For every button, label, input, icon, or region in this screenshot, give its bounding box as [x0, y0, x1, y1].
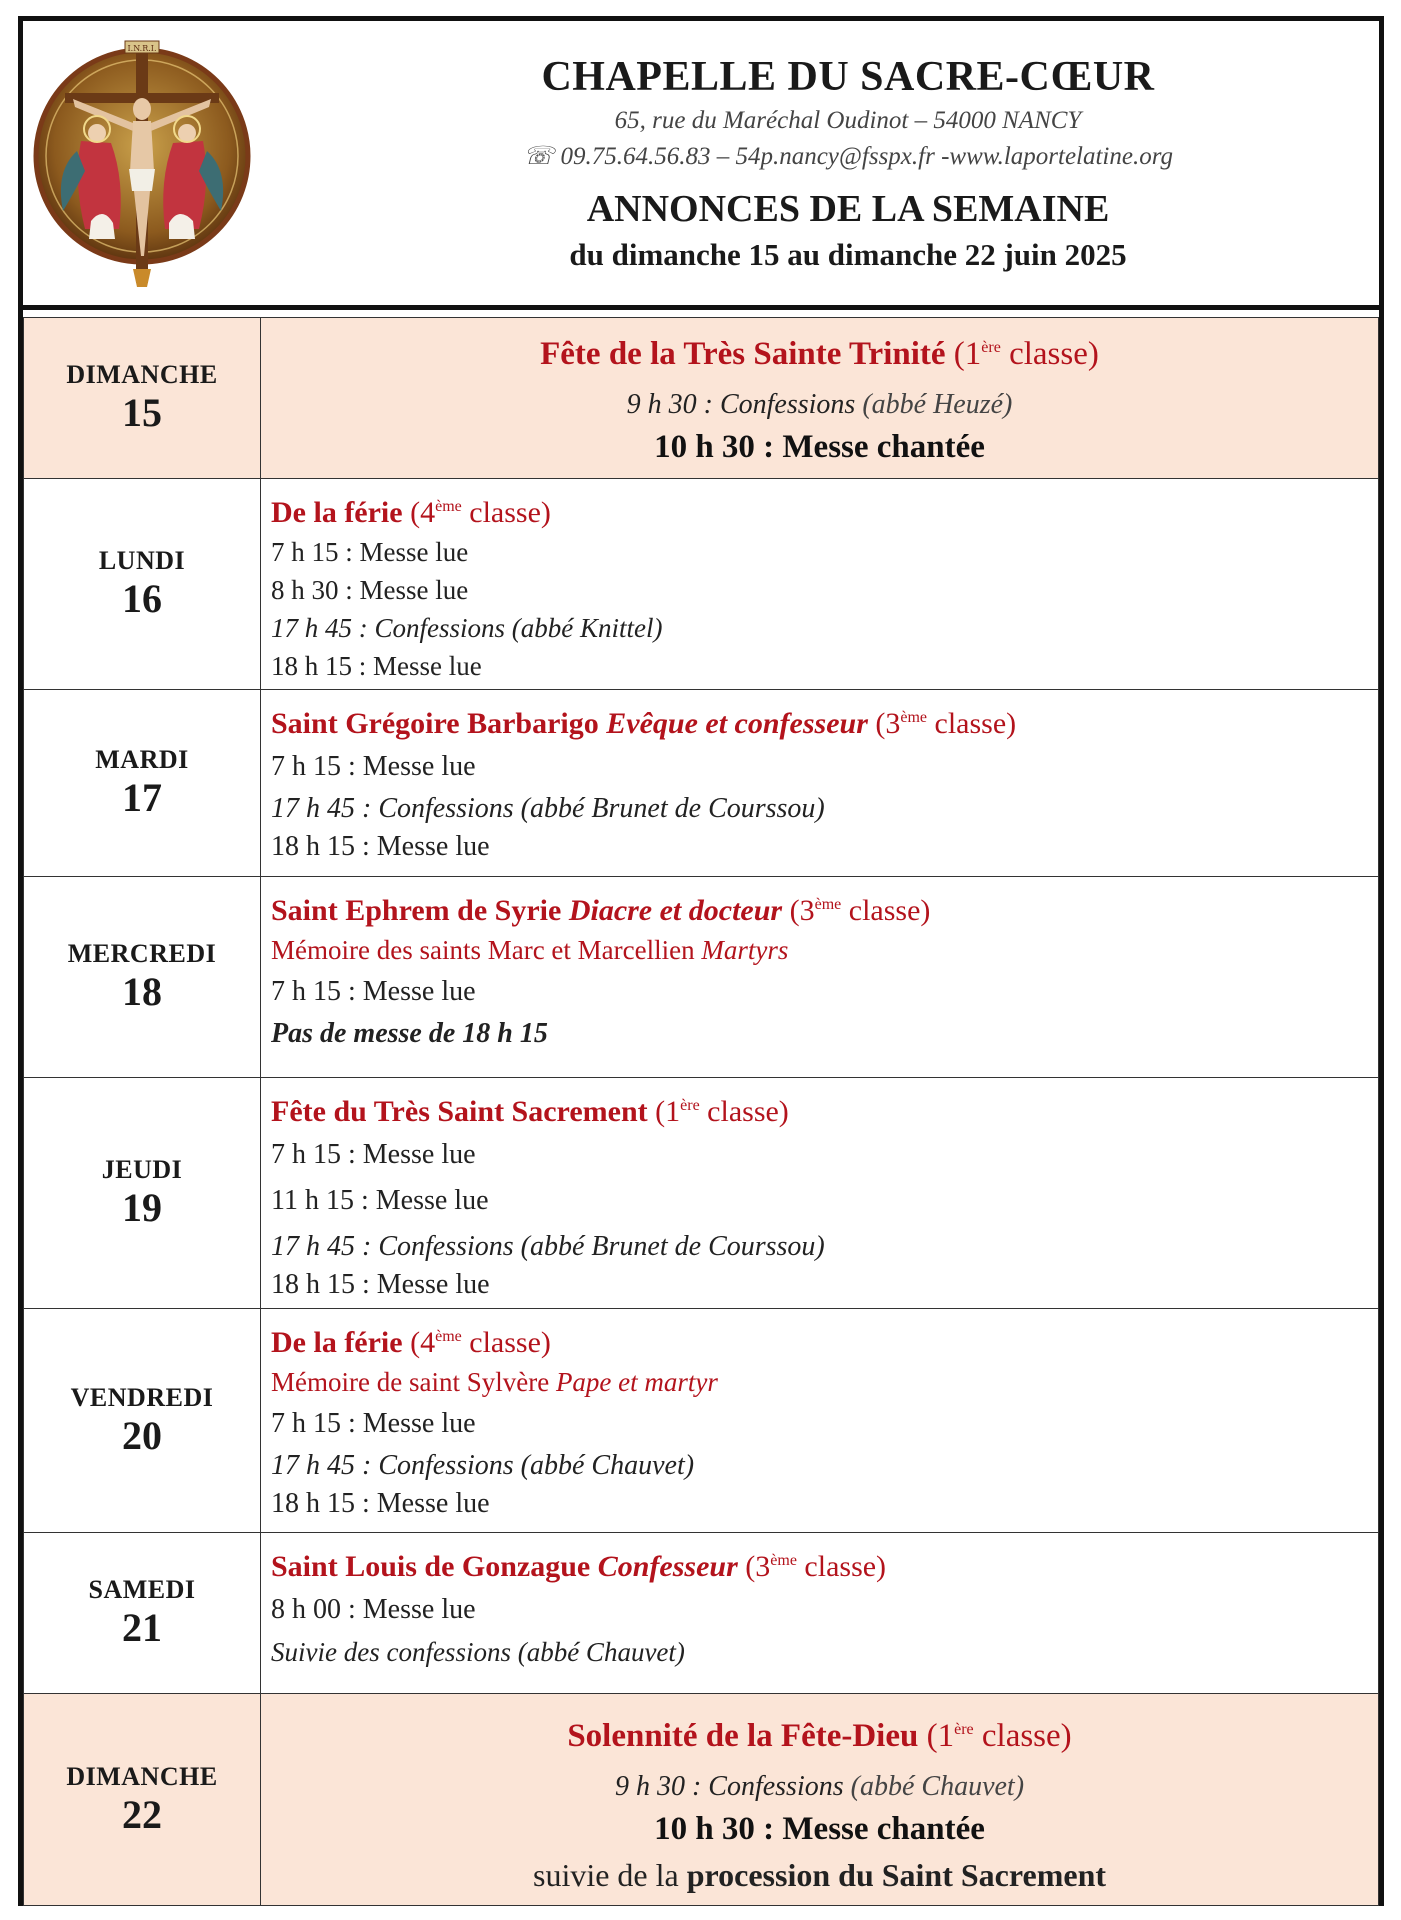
schedule-line: 18 h 15 : Messe lue [271, 1488, 490, 1519]
day-number: 22 [122, 1791, 162, 1837]
week-dates: du dimanche 15 au dimanche 22 juin 2025 [569, 237, 1127, 272]
schedule-table [23, 317, 1379, 1906]
feast-title: Saint Louis de Gonzague Confesseur (3ème classe) [271, 1550, 887, 1583]
schedule-line: 17 h 45 : Confessions (abbé Knittel) [271, 613, 663, 643]
schedule-line: 7 h 15 : Messe lue [271, 1139, 476, 1170]
chapel-contact: ☏ 09.75.64.56.83 – 54p.nancy@fsspx.fr -www.laportelatine.org [522, 143, 1174, 170]
day-number: 15 [122, 390, 162, 435]
day-cell [24, 1078, 261, 1309]
schedule-line: 18 h 15 : Messe lue [271, 651, 482, 681]
day-cell [24, 318, 261, 479]
schedule-line: 17 h 45 : Confessions (abbé Chauvet) [271, 1450, 695, 1481]
procession-line: suivie de la procession du Saint Sacrement [532, 1857, 1107, 1893]
schedule-line: 18 h 15 : Messe lue [271, 831, 490, 862]
day-name: MARDI [95, 745, 189, 774]
schedule-line-main: 10 h 30 : Messe chantée [654, 429, 985, 465]
header-text [403, 51, 1293, 275]
schedule-line: Suivie des confessions (abbé Chauvet) [271, 1637, 685, 1667]
schedule-line-main: 10 h 30 : Messe chantée [654, 1811, 985, 1847]
day-row [24, 877, 1379, 1078]
day-content [261, 690, 1379, 877]
day-name: LUNDI [98, 546, 186, 575]
chapel-title: CHAPELLE DU SACRE-CŒUR [541, 54, 1155, 100]
day-content [261, 1078, 1379, 1309]
feast-title: Fête de la Très Sainte Trinité (1ère classe) [540, 336, 1099, 372]
schedule-line: 17 h 45 : Confessions (abbé Brunet de Courssou) [271, 793, 825, 824]
day-content [261, 1533, 1379, 1694]
feast-title: De la férie (4ème classe) [271, 1326, 551, 1359]
chapel-address: 65, rue du Maréchal Oudinot – 54000 NANCY [614, 107, 1082, 134]
schedule-line: 11 h 15 : Messe lue [271, 1185, 489, 1216]
memoire-line: Mémoire des saints Marc et Marcellien Martyrs [271, 935, 789, 965]
day-cell [24, 877, 261, 1078]
day-name: DIMANCHE [66, 1761, 218, 1791]
day-name: SAMEDI [88, 1575, 196, 1604]
day-row [24, 1533, 1379, 1694]
announcement-sheet [18, 16, 1384, 1906]
day-number: 18 [122, 969, 162, 1014]
day-content [261, 877, 1379, 1078]
day-name: VENDREDI [70, 1382, 214, 1412]
day-number: 20 [122, 1412, 162, 1458]
day-name: DIMANCHE [66, 360, 218, 389]
day-cell [24, 479, 261, 690]
schedule-line: 7 h 15 : Messe lue [271, 976, 476, 1007]
day-name: JEUDI [101, 1155, 183, 1184]
schedule-line: 7 h 15 : Messe lue [271, 751, 476, 782]
header [23, 21, 1379, 310]
day-row [24, 690, 1379, 877]
day-cell [24, 1533, 261, 1694]
schedule-line: 7 h 15 : Messe lue [271, 1408, 476, 1439]
schedule-line: 17 h 45 : Confessions (abbé Brunet de Courssou) [271, 1231, 825, 1262]
feast-title: Fête du Très Saint Sacrement (1ère classe) [271, 1095, 789, 1128]
schedule-line: 9 h 30 : Confessions (abbé Heuzé) [626, 389, 1013, 420]
day-cell [24, 690, 261, 877]
day-number: 17 [122, 775, 162, 820]
schedule-line: 9 h 30 : Confessions (abbé Chauvet) [614, 1771, 1025, 1802]
memoire-line: Mémoire de saint Sylvère Pape et martyr [271, 1367, 718, 1397]
day-name: MERCREDI [67, 939, 217, 968]
day-row [24, 479, 1379, 690]
feast-title: Solennité de la Fête-Dieu (1ère classe) [567, 1718, 1072, 1754]
schedule-line: 8 h 30 : Messe lue [271, 575, 469, 605]
day-cell [24, 1694, 261, 1906]
day-row [24, 1694, 1379, 1906]
day-content [261, 479, 1379, 690]
schedule-line: Pas de messe de 18 h 15 [271, 1018, 548, 1049]
day-number: 21 [122, 1605, 162, 1650]
announcements-heading: ANNONCES DE LA SEMAINE [586, 188, 1110, 230]
schedule-line: 7 h 15 : Messe lue [271, 537, 469, 567]
day-row [24, 318, 1379, 479]
day-cell [24, 1309, 261, 1533]
day-content [261, 1309, 1379, 1533]
day-number: 16 [122, 576, 162, 621]
day-row [24, 1309, 1379, 1533]
feast-title: Saint Grégoire Barbarigo Evêque et confesseur (3ème classe) [271, 707, 1017, 740]
day-content [261, 318, 1379, 479]
crucifix-medallion-image [33, 31, 251, 293]
day-row [24, 1078, 1379, 1309]
schedule-line: 8 h 00 : Messe lue [271, 1594, 476, 1625]
day-number: 19 [122, 1185, 162, 1230]
feast-title: De la férie (4ème classe) [271, 496, 551, 529]
schedule-line: 18 h 15 : Messe lue [271, 1269, 490, 1300]
day-content [261, 1694, 1379, 1906]
feast-title: Saint Ephrem de Syrie Diacre et docteur (3ème classe) [271, 894, 931, 927]
inri-plaque: I.N.R.I. [127, 44, 157, 53]
